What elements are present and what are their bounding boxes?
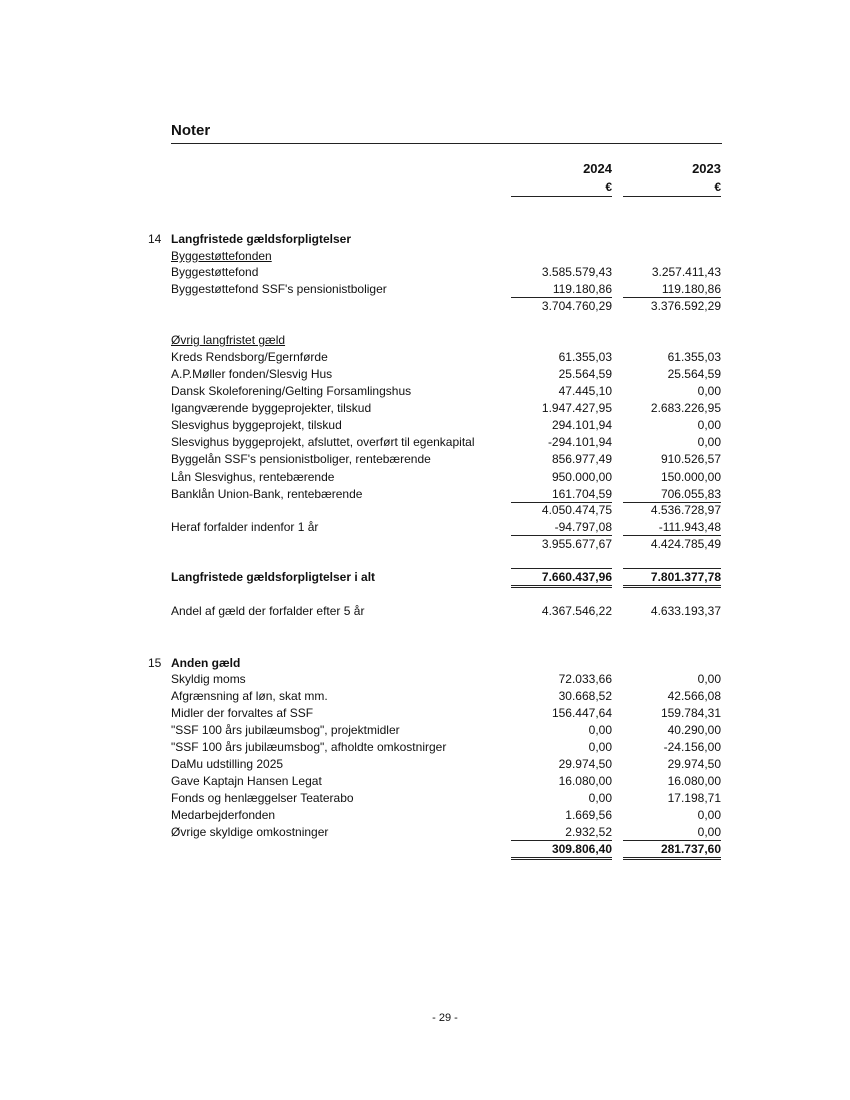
row-value-2024: 950.000,00 (551, 470, 612, 484)
row-label: Igangværende byggeprojekter, tilskud (171, 401, 372, 415)
row-label: Skyldig moms (171, 672, 246, 686)
row-value-2024: 1.669,56 (565, 808, 612, 822)
currency-2024: € (605, 180, 612, 194)
row-value-2024: 161.704,59 (551, 487, 612, 501)
row-label: Byggelån SSF's pensionistboliger, rentebærende (171, 452, 431, 466)
row-label: Øvrige skyldige omkostninger (171, 825, 329, 839)
subtotal-rule-2023 (623, 297, 721, 298)
total-double-rule-2023 (623, 857, 721, 858)
note-number: 14 (148, 232, 162, 246)
row-value-2023: 0,00 (697, 825, 721, 839)
subtotal-rule-2023 (623, 535, 721, 536)
section-heading: Byggestøttefonden (171, 249, 272, 263)
row-value-2023: 0,00 (697, 808, 721, 822)
subtotal-value-2024: 4.050.474,75 (541, 503, 612, 517)
currency-2023: € (714, 180, 721, 194)
row-value-2024: 856.977,49 (551, 452, 612, 466)
row-value-2023: 0,00 (697, 384, 721, 398)
total-value-2024: 309.806,40 (551, 842, 612, 856)
row-value-2024: 16.080,00 (558, 774, 612, 788)
row-value-2023: 706.055,83 (660, 487, 721, 501)
row-value-2024: -94.797,08 (554, 520, 612, 534)
page-number: - 29 - (432, 1012, 458, 1024)
row-value-2023: 16.080,00 (667, 774, 721, 788)
row-value-2023: 40.290,00 (667, 723, 721, 737)
row-label: Slesvighus byggeprojekt, tilskud (171, 418, 342, 432)
total-double-rule-2024 (511, 585, 612, 586)
section-heading: Øvrig langfristet gæld (171, 333, 286, 347)
row-label: Gave Kaptajn Hansen Legat (171, 774, 322, 788)
row-label: Medarbejderfonden (171, 808, 276, 822)
total-double-rule-2023 (623, 585, 721, 586)
total-double-rule-2023 (623, 587, 721, 588)
row-value-2024: 119.180,86 (552, 282, 612, 296)
subtotal-value-2024: 3.704.760,29 (541, 299, 612, 313)
row-label: Byggestøttefond (171, 265, 259, 279)
note-heading: Langfristede gældsforpligtelser (171, 232, 352, 246)
row-value-2024: 30.668,52 (558, 689, 612, 703)
row-value-2023: 61.355,03 (667, 350, 721, 364)
total-double-rule-2024 (511, 587, 612, 588)
row-value-2024: 1.947.427,95 (541, 401, 612, 415)
row-value-2024: 0,00 (588, 791, 612, 805)
row-value-2023: 0,00 (697, 672, 721, 686)
header-underline-2024 (511, 196, 612, 197)
subtotal-rule-2024 (511, 297, 612, 298)
row-value-2023: 910.526,57 (660, 452, 721, 466)
row-value-2024: 0,00 (588, 740, 612, 754)
year-2023-header: 2023 (692, 161, 721, 176)
subtotal-rule-2024 (511, 535, 612, 536)
total-rule-2023 (623, 840, 721, 841)
row-value-2024: 3.585.579,43 (541, 265, 612, 279)
year-2024-header: 2024 (583, 161, 612, 176)
row-label: DaMu udstilling 2025 (171, 757, 284, 771)
total-rule-2023 (623, 568, 721, 569)
row-label: Fonds og henlæggelser Teaterabo (171, 791, 354, 805)
row-value-2023: 3.257.411,43 (651, 265, 721, 279)
total-rule-2024 (511, 840, 612, 841)
row-value-2023: 17.198,71 (667, 791, 721, 805)
total-label: Langfristede gældsforpligtelser i alt (171, 570, 376, 584)
row-label: "SSF 100 års jubilæumsbog", projektmidler (171, 723, 400, 737)
row-value-2023: -111.943,48 (658, 520, 721, 534)
row-value-2024: 156.447,64 (551, 706, 612, 720)
row-label: Byggestøttefond SSF's pensionistboliger (171, 282, 387, 296)
total-double-rule-2024 (511, 857, 612, 858)
total-value-2023: 7.801.377,78 (650, 570, 721, 584)
row-value-2023: 150.000,00 (660, 470, 721, 484)
total-double-rule-2024 (511, 859, 612, 860)
row-value-2024: 72.033,66 (558, 672, 612, 686)
row-label: Midler der forvaltes af SSF (171, 706, 314, 720)
subtotal-value-2023: 3.376.592,29 (650, 299, 721, 313)
header-rule (171, 143, 722, 144)
row-value-2023: 25.564,59 (667, 367, 721, 381)
row-label: Heraf forfalder indenfor 1 år (171, 520, 319, 534)
row-value-2023: 159.784,31 (660, 706, 721, 720)
row-label: Slesvighus byggeprojekt, afsluttet, overført til egenkapital (171, 435, 475, 449)
row-value-2023: 0,00 (697, 418, 721, 432)
row-value-2024: 61.355,03 (558, 350, 612, 364)
note-heading: Anden gæld (171, 656, 241, 670)
row-label: Kreds Rendsborg/Egernførde (171, 350, 328, 364)
row-value-2023: 119.180,86 (661, 282, 721, 296)
subtotal-value-2023: 4.424.785,49 (650, 537, 721, 551)
row-label: Andel af gæld der forfalder efter 5 år (171, 604, 365, 618)
row-value-2024: 294.101,94 (551, 418, 612, 432)
row-value-2024: 29.974,50 (558, 757, 612, 771)
row-value-2023: -24.156,00 (663, 740, 721, 754)
row-value-2024: 47.445,10 (558, 384, 612, 398)
row-value-2023: 42.566,08 (667, 689, 721, 703)
total-double-rule-2023 (623, 859, 721, 860)
note-number: 15 (148, 656, 162, 670)
row-value-2024: -294.101,94 (547, 435, 612, 449)
total-value-2024: 7.660.437,96 (541, 570, 612, 584)
row-value-2024: 0,00 (588, 723, 612, 737)
header-underline-2023 (623, 196, 721, 197)
row-label: Dansk Skoleforening/Gelting Forsamlingshus (171, 384, 412, 398)
row-label: Banklån Union-Bank, rentebærende (171, 487, 363, 501)
total-rule-2024 (511, 568, 612, 569)
row-value-2024: 2.932,52 (565, 825, 612, 839)
row-value-2024: 4.367.546,22 (541, 604, 612, 618)
row-value-2023: 2.683.226,95 (650, 401, 721, 415)
row-value-2023: 4.633.193,37 (650, 604, 721, 618)
row-value-2023: 0,00 (697, 435, 721, 449)
row-label: Lån Slesvighus, rentebærende (171, 470, 335, 484)
subtotal-value-2024: 3.955.677,67 (541, 537, 612, 551)
row-value-2024: 25.564,59 (558, 367, 612, 381)
total-value-2023: 281.737,60 (660, 842, 721, 856)
subtotal-value-2023: 4.536.728,97 (650, 503, 721, 517)
page-title: Noter (171, 122, 211, 139)
row-value-2023: 29.974,50 (667, 757, 721, 771)
row-label: Afgrænsning af løn, skat mm. (171, 689, 328, 703)
row-label: "SSF 100 års jubilæumsbog", afholdte omkostnirger (171, 740, 447, 754)
row-label: A.P.Møller fonden/Slesvig Hus (171, 367, 333, 381)
